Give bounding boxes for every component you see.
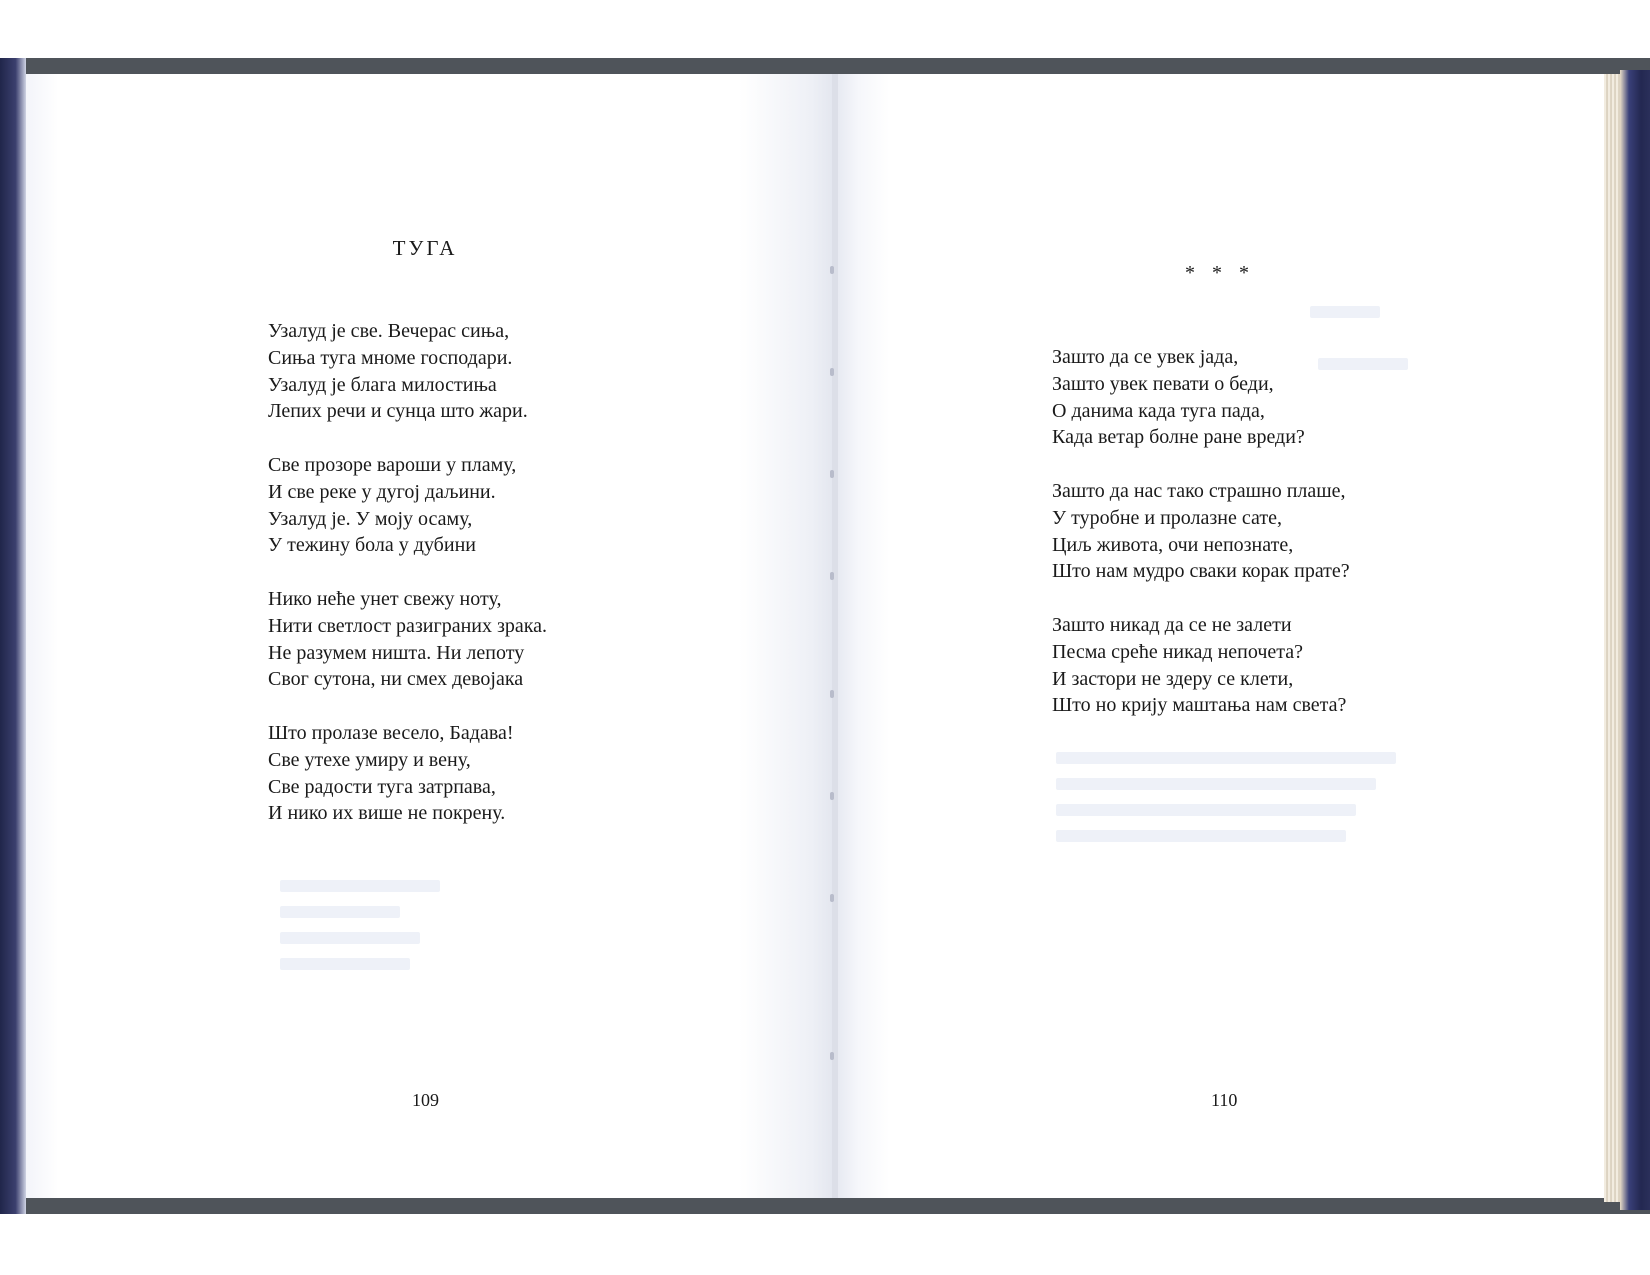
binding-mark: [830, 368, 834, 376]
binding-mark: [830, 572, 834, 580]
book-gutter: [832, 74, 838, 1198]
page-number: 110: [1211, 1090, 1238, 1110]
poem-line: Узалуд је блага милостиња: [268, 373, 497, 396]
scanner-edge-top: [0, 58, 1650, 74]
poem-line: Не разумем ништа. Ни лепоту: [268, 641, 525, 664]
poem-line: Песма среће никад непочета?: [1052, 640, 1304, 663]
binding-mark: [830, 1052, 834, 1060]
show-through: [280, 958, 410, 970]
poem-line: Узалуд је све. Вечерас сиња,: [268, 320, 510, 342]
poem-body: [268, 318, 547, 827]
poem-line: И све реке у дугој даљини.: [268, 480, 496, 503]
poem-line: И нико их више не покрену.: [268, 802, 506, 825]
poem-line: Зашто увек певати о беди,: [1052, 372, 1274, 395]
show-through: [280, 932, 420, 944]
book-cover-left: [0, 58, 26, 1214]
poem-line: Циљ живота, очи непознате,: [1052, 533, 1294, 556]
scanner-edge-bottom: [0, 1198, 1650, 1214]
stanza: [1052, 344, 1350, 451]
stanza: [268, 318, 547, 425]
poem-line: Када ветар болне ране вреди?: [1052, 426, 1305, 449]
poem-title: * * *: [1185, 262, 1255, 284]
binding-mark: [830, 894, 834, 902]
poem-line: Лепих речи и сунца што жари.: [268, 400, 528, 423]
poem-line: Узалуд је. У моју осаму,: [268, 507, 473, 530]
stanza: [1052, 478, 1350, 585]
show-through: [1310, 306, 1380, 318]
page-number: 109: [412, 1090, 439, 1110]
poem-line: У туробне и пролазне сате,: [1052, 506, 1282, 529]
poem-line: Све прозоре вароши у пламу,: [268, 453, 517, 476]
stanza: [268, 720, 547, 827]
binding-mark: [830, 690, 834, 698]
show-through: [280, 906, 400, 918]
poem-line: Што пролазе весело, Бадава!: [268, 721, 514, 744]
poem-body: [1052, 344, 1350, 719]
poem-line: Нити светлост разиграних зрака.: [268, 614, 548, 637]
stanza: [1052, 612, 1350, 719]
poem-line: Зашто да се увек јада,: [1052, 346, 1239, 368]
poem-line: О данима када туга пада,: [1052, 399, 1265, 422]
poem-line: У тежину бола у дубини: [268, 534, 476, 557]
poem-line: Сиња туга мноме господари.: [268, 346, 513, 369]
poem-title: ТУГА: [392, 236, 458, 260]
stanza: [268, 586, 547, 693]
book-cover-right: [1620, 70, 1650, 1210]
poem-line: И застори не здеру се клети,: [1052, 667, 1294, 690]
show-through: [1056, 752, 1396, 764]
poem-line: Зашто да нас тако страшно плаше,: [1052, 479, 1346, 502]
poem-line: Свог сутона, ни смех девојака: [268, 668, 524, 691]
show-through: [280, 880, 440, 892]
binding-mark: [830, 792, 834, 800]
poem-line: Нико неће унет свежу ноту,: [268, 587, 502, 610]
binding-mark: [830, 266, 834, 274]
poem-line: Све радости туга затрпава,: [268, 775, 496, 798]
poem-line: Што но крију маштања нам света?: [1052, 694, 1347, 717]
poem-line: Што нам мудро сваки корак прате?: [1052, 560, 1350, 583]
show-through: [1056, 778, 1376, 790]
binding-mark: [830, 470, 834, 478]
poem-line: Све утехе умиру и вену,: [268, 748, 471, 771]
poem-line: Зашто никад да се не залети: [1052, 613, 1292, 636]
stanza: [268, 452, 547, 559]
show-through: [1056, 830, 1346, 842]
show-through: [1056, 804, 1356, 816]
page-edges: [1604, 74, 1620, 1202]
